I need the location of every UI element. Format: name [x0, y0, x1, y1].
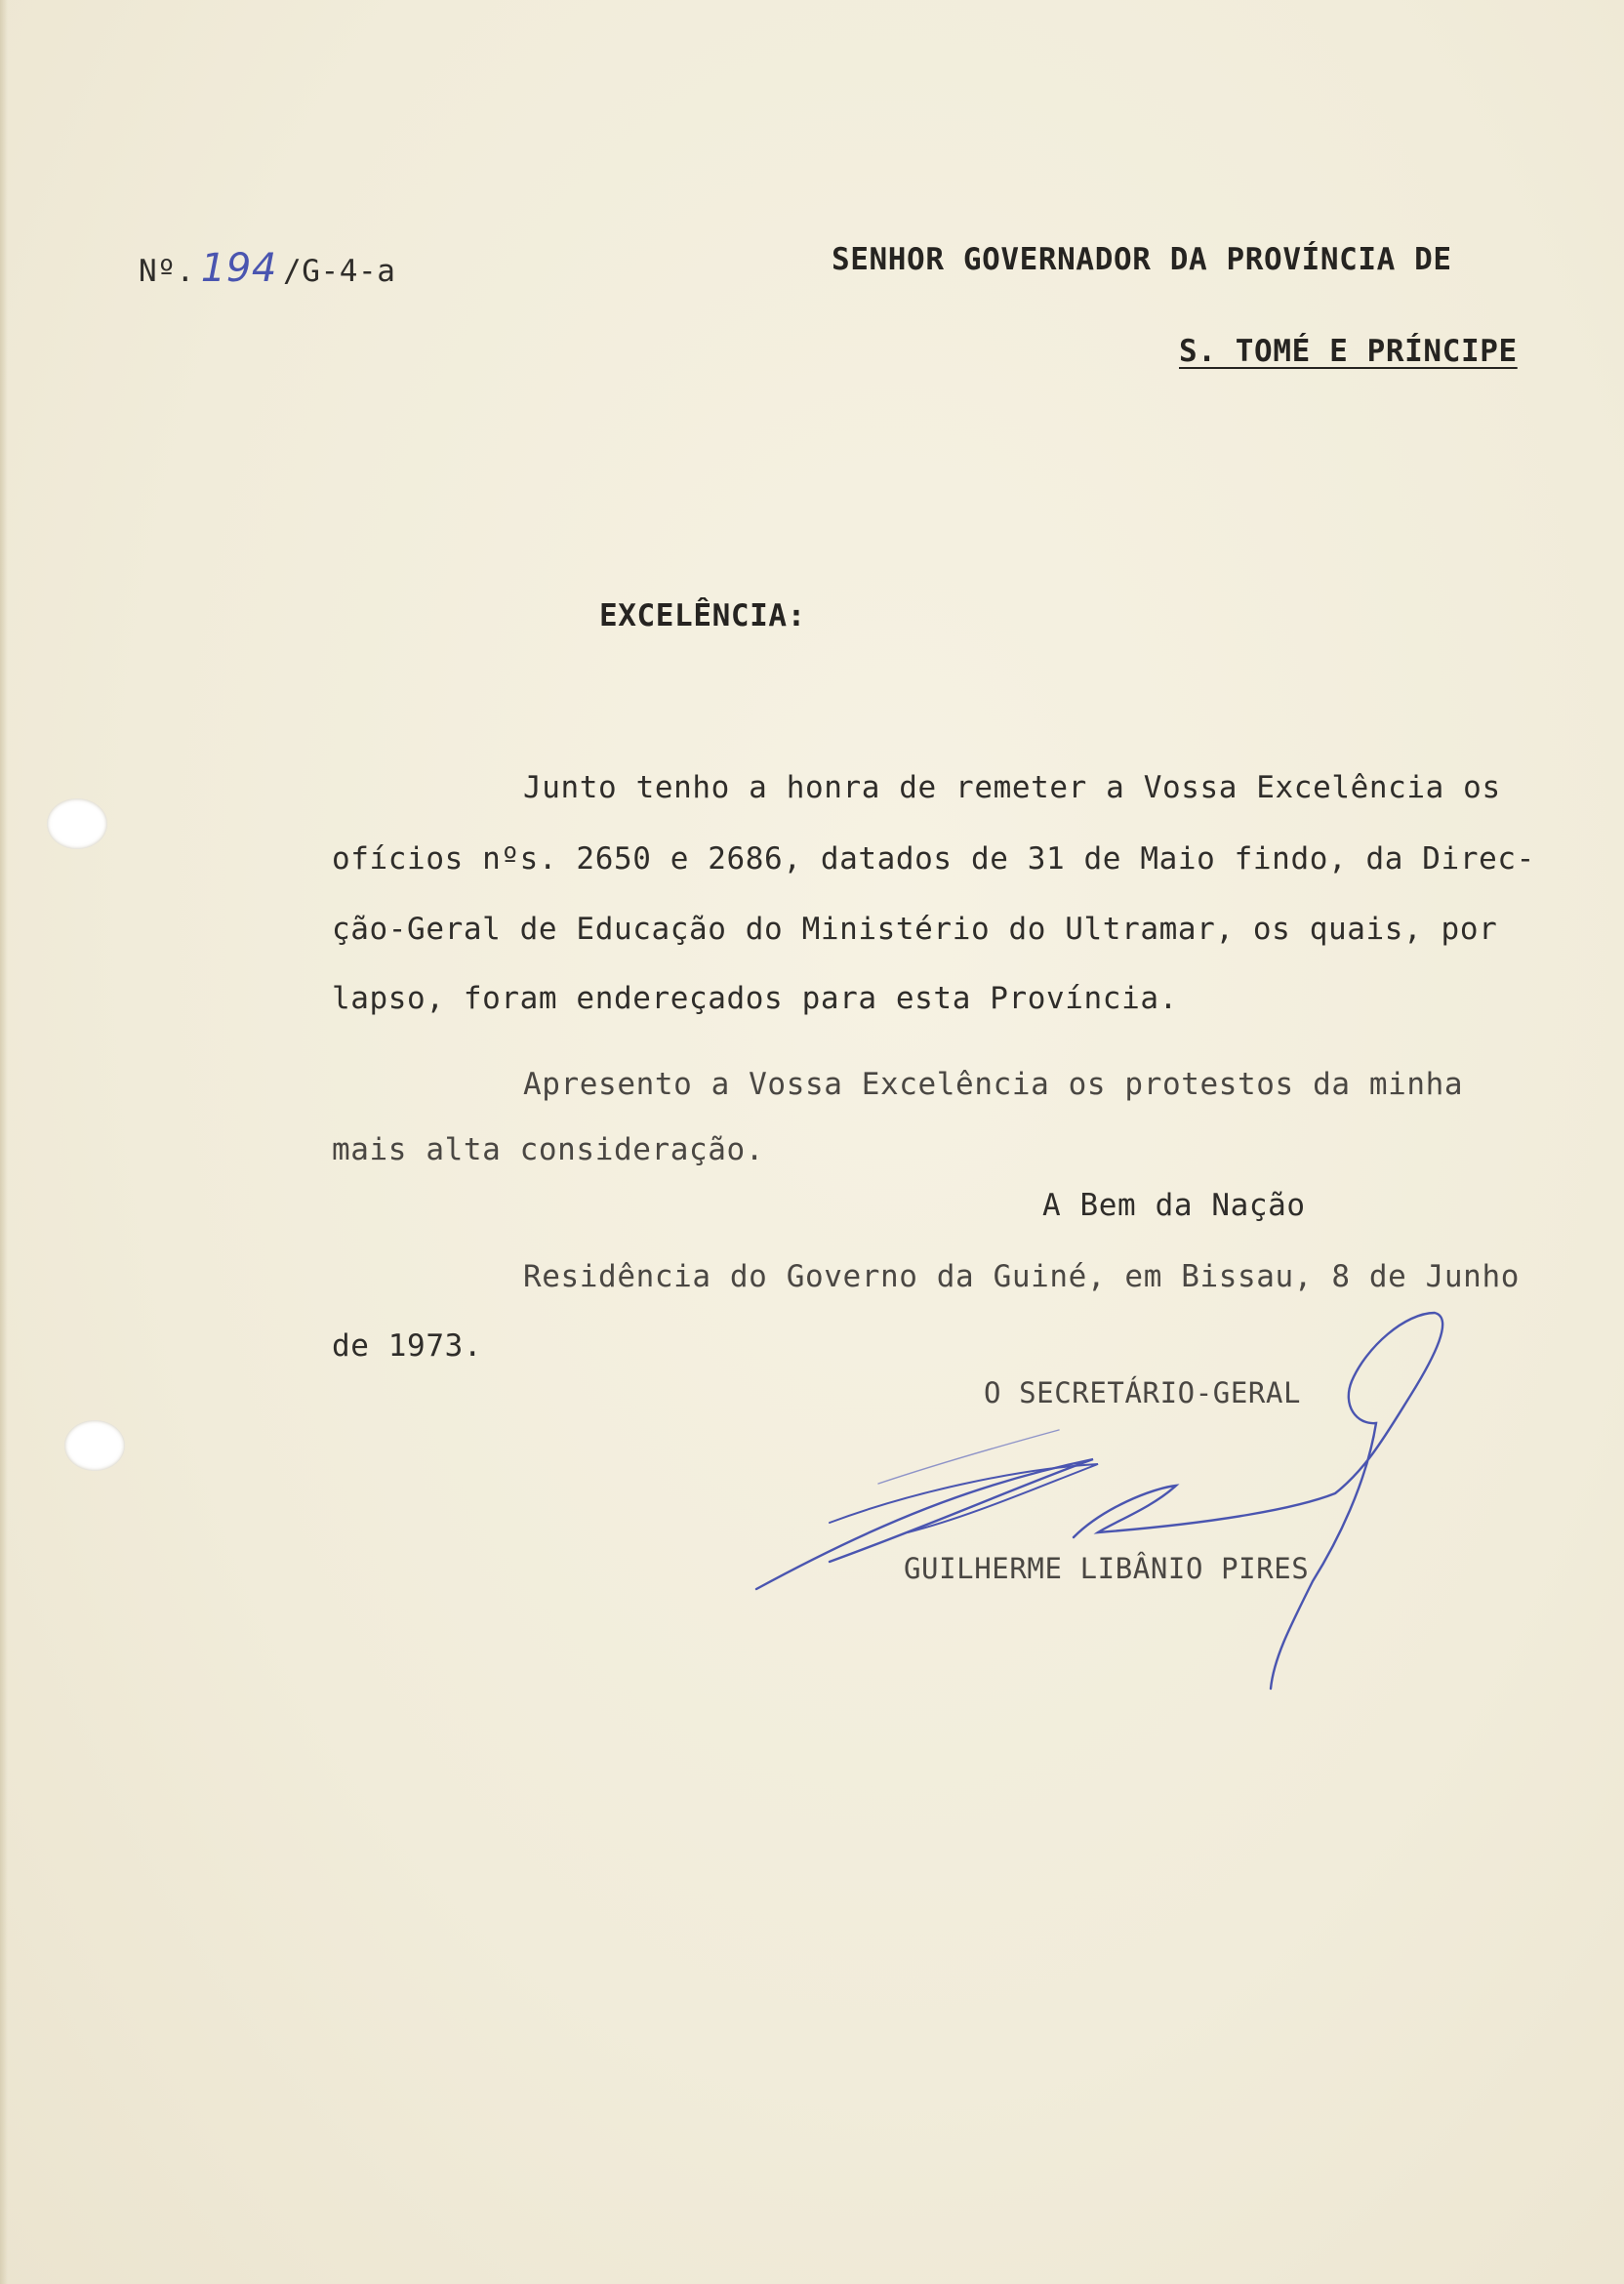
- signature-stroke: [830, 1464, 1098, 1532]
- paragraph1-line: Junto tenho a honra de remeter a Vossa Excelência os: [523, 770, 1501, 805]
- reference-line: [139, 246, 396, 291]
- closing-motto: A Bem da Nação: [1042, 1188, 1306, 1223]
- paragraph1-line: ofícios nºs. 2650 e 2686, datados de 31 de Maio findo, da Direc-: [332, 841, 1535, 877]
- signatory-title: O SECRETÁRIO-GERAL: [984, 1376, 1302, 1409]
- reference-suffix: /G-4-a: [282, 254, 396, 289]
- paragraph1-line: ção-Geral de Educação do Ministério do Ultramar, os quais, por: [332, 912, 1498, 947]
- handwritten-reference-number: 194: [200, 246, 277, 291]
- place-date-line-2: de 1973.: [332, 1328, 483, 1364]
- addressee-line-2: S. TOMÉ E PRÍNCIPE: [1179, 334, 1518, 369]
- place-date-line-1: Residência do Governo da Guiné, em Bissau, 8 de Junho: [523, 1259, 1520, 1294]
- salutation: EXCELÊNCIA:: [599, 598, 806, 633]
- addressee-line-1: SENHOR GOVERNADOR DA PROVÍNCIA DE: [832, 242, 1452, 277]
- signature-stroke: [1074, 1313, 1442, 1689]
- paragraph1-line: lapso, foram endereçados para esta Província.: [332, 981, 1178, 1016]
- paragraph2-line: mais alta consideração.: [332, 1132, 765, 1167]
- punch-hole-top: [47, 798, 107, 849]
- signature-stroke: [878, 1430, 1059, 1484]
- paper-edge: [0, 0, 8, 2284]
- punch-hole-bottom: [64, 1420, 125, 1471]
- signatory-name: GUILHERME LIBÂNIO PIRES: [904, 1552, 1310, 1585]
- paragraph2-line: Apresento a Vossa Excelência os protestos da minha: [523, 1067, 1464, 1102]
- reference-prefix: Nº.: [139, 254, 195, 289]
